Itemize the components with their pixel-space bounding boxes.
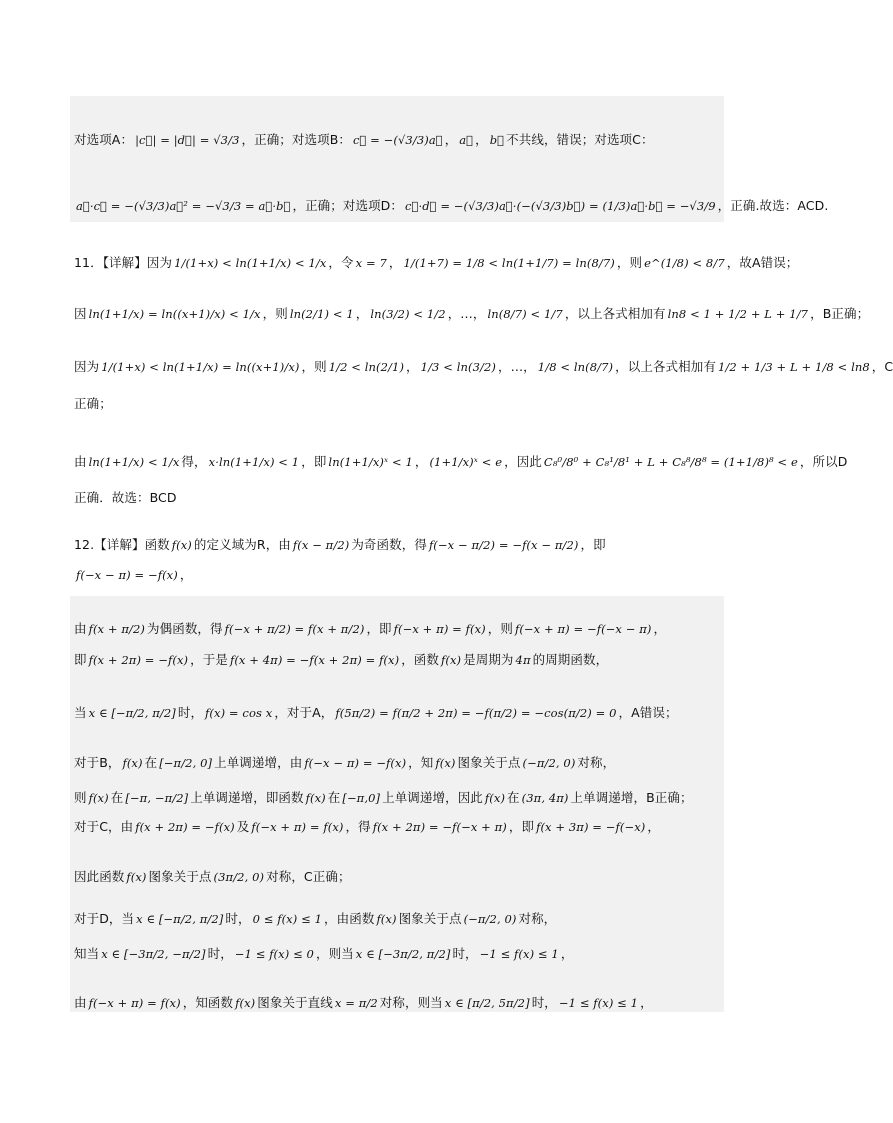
text-segment: 是周期为 — [463, 652, 514, 667]
math-expression: f(x) — [441, 653, 462, 667]
text-segment: ，则 — [262, 306, 288, 321]
text-segment: 得， — [181, 454, 207, 469]
text-segment: ，则 — [301, 359, 327, 374]
text-segment: 为偶函数，得 — [147, 621, 223, 636]
math-expression: 0 ≤ f(x) ≤ 1 — [252, 912, 323, 926]
text-segment: ， — [406, 359, 419, 374]
text-segment: ，知函数 — [182, 995, 234, 1010]
math-expression: f(x + 3π) = −f(−x) — [536, 820, 646, 834]
text-segment: 对称， — [518, 911, 557, 926]
math-expression: f(x + 2π) = −f(x) — [88, 653, 189, 667]
math-expression: f(−x + π) = f(x) — [251, 820, 344, 834]
text-segment: ，B正确； — [810, 306, 870, 321]
text-line — [74, 910, 724, 930]
text-segment: ，所以D — [799, 454, 848, 469]
text-segment: 上单调递增，即函数 — [190, 790, 304, 805]
math-expression: −1 ≤ f(x) ≤ 0 — [234, 947, 314, 961]
math-expression: f(x + 4π) = −f(x + 2π) = f(x) — [229, 653, 400, 667]
text-line — [74, 358, 893, 378]
text-segment: ，因此 — [504, 454, 542, 469]
text-segment: ， — [475, 132, 488, 147]
text-line — [74, 254, 799, 274]
text-segment: ，故A错误； — [726, 255, 799, 270]
math-expression: f(x + π/2) — [88, 622, 146, 636]
math-expression: f(x) — [171, 538, 192, 552]
math-expression: c⃗·d⃗ = −(√3/3)a⃗·(−(√3/3)b⃗) = (1/3)a⃗·b⃗ = −√3/9 — [405, 199, 716, 213]
text-segment: ，令 — [328, 255, 354, 270]
math-expression: f(x) — [122, 756, 143, 770]
text-segment: ， — [560, 946, 574, 961]
math-expression: f(x + 2π) = −f(x) — [135, 820, 235, 834]
text-line — [74, 489, 724, 509]
text-segment: ，正确；对选项D： — [292, 198, 403, 213]
text-segment: ， — [640, 995, 653, 1010]
text-segment: 及 — [236, 819, 250, 834]
text-segment: 图象关于点 — [457, 755, 521, 770]
text-segment: 不共线，错误；对选项C： — [506, 132, 654, 147]
math-expression: (−π/2, 0) — [522, 756, 576, 770]
math-expression: x ∈ [−π/2, π/2] — [88, 706, 176, 720]
math-expression: 4π — [515, 653, 531, 667]
math-expression: f(x) = cos x — [205, 706, 273, 720]
math-expression: c⃗ = −(√3/3)a⃗ — [352, 133, 443, 147]
text-segment: 对于B， — [74, 755, 121, 770]
text-segment: ，以上各式相加有 — [564, 306, 666, 321]
text-line — [74, 620, 724, 640]
text-segment: ， — [444, 132, 458, 147]
text-segment: 在 — [110, 790, 124, 805]
text-segment: 因此函数 — [74, 869, 125, 884]
math-expression: ln(8/7) < 1/7 — [487, 307, 563, 321]
text-line — [74, 651, 724, 671]
math-expression: b⃗ — [489, 133, 505, 147]
text-segment: 因 — [74, 306, 87, 321]
text-segment: 对于C，由 — [74, 819, 134, 834]
text-line — [74, 994, 724, 1014]
text-segment: 因为 — [74, 359, 100, 374]
math-expression: f(−x + π) = f(x) — [88, 996, 181, 1010]
math-expression: (3π, 4π) — [521, 791, 569, 805]
math-expression: f(x) — [376, 912, 397, 926]
math-expression: f(−x + π) = −f(−x − π) — [514, 622, 652, 636]
text-segment: ，以上各式相加有 — [615, 359, 716, 374]
math-expression: 1/(1+x) < ln(1+1/x) < 1/x — [174, 256, 327, 270]
math-expression: x·ln(1+1/x) < 1 — [208, 455, 300, 469]
math-expression: x = 7 — [355, 256, 387, 270]
text-segment: ，知 — [408, 755, 434, 770]
text-segment: 的定义域为R，由 — [193, 537, 291, 552]
text-line — [74, 536, 724, 556]
text-segment: 对称，则当 — [379, 995, 443, 1010]
text-segment: 为奇函数，得 — [351, 537, 427, 552]
text-segment: 11．【详解】因为 — [74, 255, 173, 270]
math-expression: 1/2 + 1/3 + L + 1/8 < ln8 — [717, 360, 870, 374]
text-segment: ，得 — [345, 819, 371, 834]
text-segment: 时， — [531, 995, 557, 1010]
math-expression: f(x) — [305, 791, 326, 805]
math-expression: ln8 < 1 + 1/2 + L + 1/7 — [667, 307, 809, 321]
math-expression: f(x) — [435, 756, 456, 770]
text-segment: ，…， — [447, 306, 486, 321]
math-expression: ln(1+1/x) = ln((x+1)/x) < 1/x — [88, 307, 261, 321]
text-line — [74, 566, 724, 586]
math-expression: [−π/2, 0] — [159, 756, 213, 770]
text-segment: 即 — [74, 652, 87, 667]
math-expression: (1+1/x)ˣ < e — [429, 455, 503, 469]
math-expression: ln(1+1/x)ˣ < 1 — [328, 455, 413, 469]
math-expression: x ∈ [−3π/2, −π/2] — [101, 947, 206, 961]
text-line — [74, 945, 724, 965]
text-segment: 在 — [507, 790, 520, 805]
text-segment: 上单调递增，B正确； — [570, 790, 693, 805]
text-segment: ，即 — [508, 819, 535, 834]
text-segment: 则 — [74, 790, 87, 805]
math-expression: f(x) — [88, 791, 109, 805]
text-segment: ，…， — [497, 359, 536, 374]
text-segment: 图象关于点 — [398, 911, 462, 926]
text-segment: 由 — [74, 621, 87, 636]
math-expression: f(x) — [126, 870, 147, 884]
text-segment: ，对于A， — [274, 705, 334, 720]
text-segment: ， — [388, 255, 402, 270]
text-segment: ，即 — [301, 454, 327, 469]
math-expression: f(−x + π/2) = f(x + π/2) — [224, 622, 365, 636]
text-segment: ， — [653, 621, 667, 636]
text-segment: 当 — [74, 705, 87, 720]
text-segment: 图象关于直线 — [257, 995, 333, 1010]
math-expression: x = π/2 — [334, 996, 378, 1010]
text-segment: 对选项A： — [74, 132, 134, 147]
math-expression: C₈⁰/8⁰ + C₈¹/8¹ + L + C₈⁸/8⁸ = (1+1/8)⁸ < e — [543, 455, 798, 469]
text-line — [74, 704, 724, 724]
math-expression: [−π, −π/2] — [125, 791, 189, 805]
math-expression: 1/(1+7) = 1/8 < ln(1+1/7) = ln(8/7) — [403, 256, 615, 270]
math-expression: f(5π/2) = f(π/2 + 2π) = −f(π/2) = −cos(π/2) = 0 — [335, 706, 617, 720]
math-expression: f(x + 2π) = −f(−x + π) — [372, 820, 507, 834]
text-segment: ， — [355, 306, 369, 321]
math-expression: ln(2/1) < 1 — [289, 307, 354, 321]
text-line — [74, 453, 848, 473]
text-line — [74, 754, 724, 774]
text-segment: 上单调递增，因此 — [382, 790, 483, 805]
text-segment: 知当 — [74, 946, 100, 961]
text-line — [74, 818, 724, 838]
math-expression: f(−x − π/2) = −f(x − π/2) — [428, 538, 579, 552]
text-segment: 正确； — [74, 396, 112, 411]
text-line — [74, 395, 724, 415]
text-segment: 的周期函数， — [532, 652, 609, 667]
text-segment: ，则当 — [315, 946, 354, 961]
text-segment: 对于D，当 — [74, 911, 135, 926]
math-expression: |c⃗| = |d⃗| = √3/3 — [135, 133, 240, 147]
text-segment: ，正确；对选项B： — [241, 132, 351, 147]
text-segment: 上单调递增，由 — [214, 755, 303, 770]
math-expression: −1 ≤ f(x) ≤ 1 — [558, 996, 639, 1010]
math-expression: f(x − π/2) — [292, 538, 350, 552]
text-segment: ，则 — [487, 621, 513, 636]
math-expression: x ∈ [−π/2, π/2] — [136, 912, 224, 926]
math-expression: −1 ≤ f(x) ≤ 1 — [479, 947, 559, 961]
math-expression: 1/8 < ln(8/7) — [537, 360, 614, 374]
math-expression: f(x) — [235, 996, 256, 1010]
math-expression: ln(1+1/x) < 1/x — [88, 455, 180, 469]
text-segment: ， — [414, 454, 428, 469]
text-segment: ，由函数 — [324, 911, 375, 926]
text-segment: ，A错误； — [618, 705, 678, 720]
math-expression: 1/(1+x) < ln(1+1/x) = ln((x+1)/x) — [101, 360, 300, 374]
math-expression: 1/2 < ln(2/1) — [328, 360, 405, 374]
text-segment: 正确．故选：BCD — [74, 490, 177, 505]
text-segment: 时， — [225, 911, 251, 926]
text-segment: ，则 — [616, 255, 643, 270]
math-expression: a⃗ — [459, 133, 474, 147]
math-expression: (−π/2, 0) — [463, 912, 517, 926]
text-segment: 由 — [74, 995, 87, 1010]
text-segment: 对称， — [577, 755, 616, 770]
math-expression: x ∈ [π/2, 5π/2] — [444, 996, 530, 1010]
math-expression: f(−x + π) = f(x) — [393, 622, 486, 636]
math-expression: a⃗·c⃗ = −(√3/3)a⃗² = −√3/3 = a⃗·b⃗ — [76, 199, 291, 213]
text-segment: ， — [647, 819, 660, 834]
text-segment: 时， — [452, 946, 478, 961]
text-line — [74, 789, 724, 809]
math-expression: f(−x − π) = −f(x) — [304, 756, 407, 770]
math-expression: 1/3 < ln(3/2) — [420, 360, 496, 374]
text-segment: ，C — [871, 359, 893, 374]
text-line — [74, 131, 724, 151]
text-line — [74, 868, 724, 888]
math-expression: f(x) — [484, 791, 506, 805]
text-segment: 12.【详解】函数 — [74, 537, 170, 552]
text-segment: ，即 — [580, 537, 606, 552]
text-segment: 图象关于点 — [148, 869, 212, 884]
text-segment: 在 — [327, 790, 341, 805]
text-segment: ，正确.故选：ACD. — [717, 198, 829, 213]
math-expression: e^(1/8) < 8/7 — [644, 256, 725, 270]
math-expression: [−π,0] — [342, 791, 381, 805]
math-expression: (3π/2, 0) — [213, 870, 265, 884]
text-segment: ，即 — [366, 621, 392, 636]
text-segment: 对称，C正确； — [266, 869, 351, 884]
text-segment: 由 — [74, 454, 87, 469]
math-expression: f(−x − π) = −f(x) — [76, 568, 178, 582]
math-expression: x ∈ [−3π/2, π/2] — [355, 947, 451, 961]
text-line — [74, 305, 870, 325]
text-segment: ，于是 — [190, 652, 228, 667]
text-segment: ，函数 — [401, 652, 439, 667]
text-segment: 时， — [177, 705, 204, 720]
text-segment: 在 — [144, 755, 158, 770]
text-segment: 时， — [207, 946, 233, 961]
text-segment: ， — [179, 567, 193, 582]
math-expression: ln(3/2) < 1/2 — [370, 307, 446, 321]
text-line — [74, 197, 829, 217]
